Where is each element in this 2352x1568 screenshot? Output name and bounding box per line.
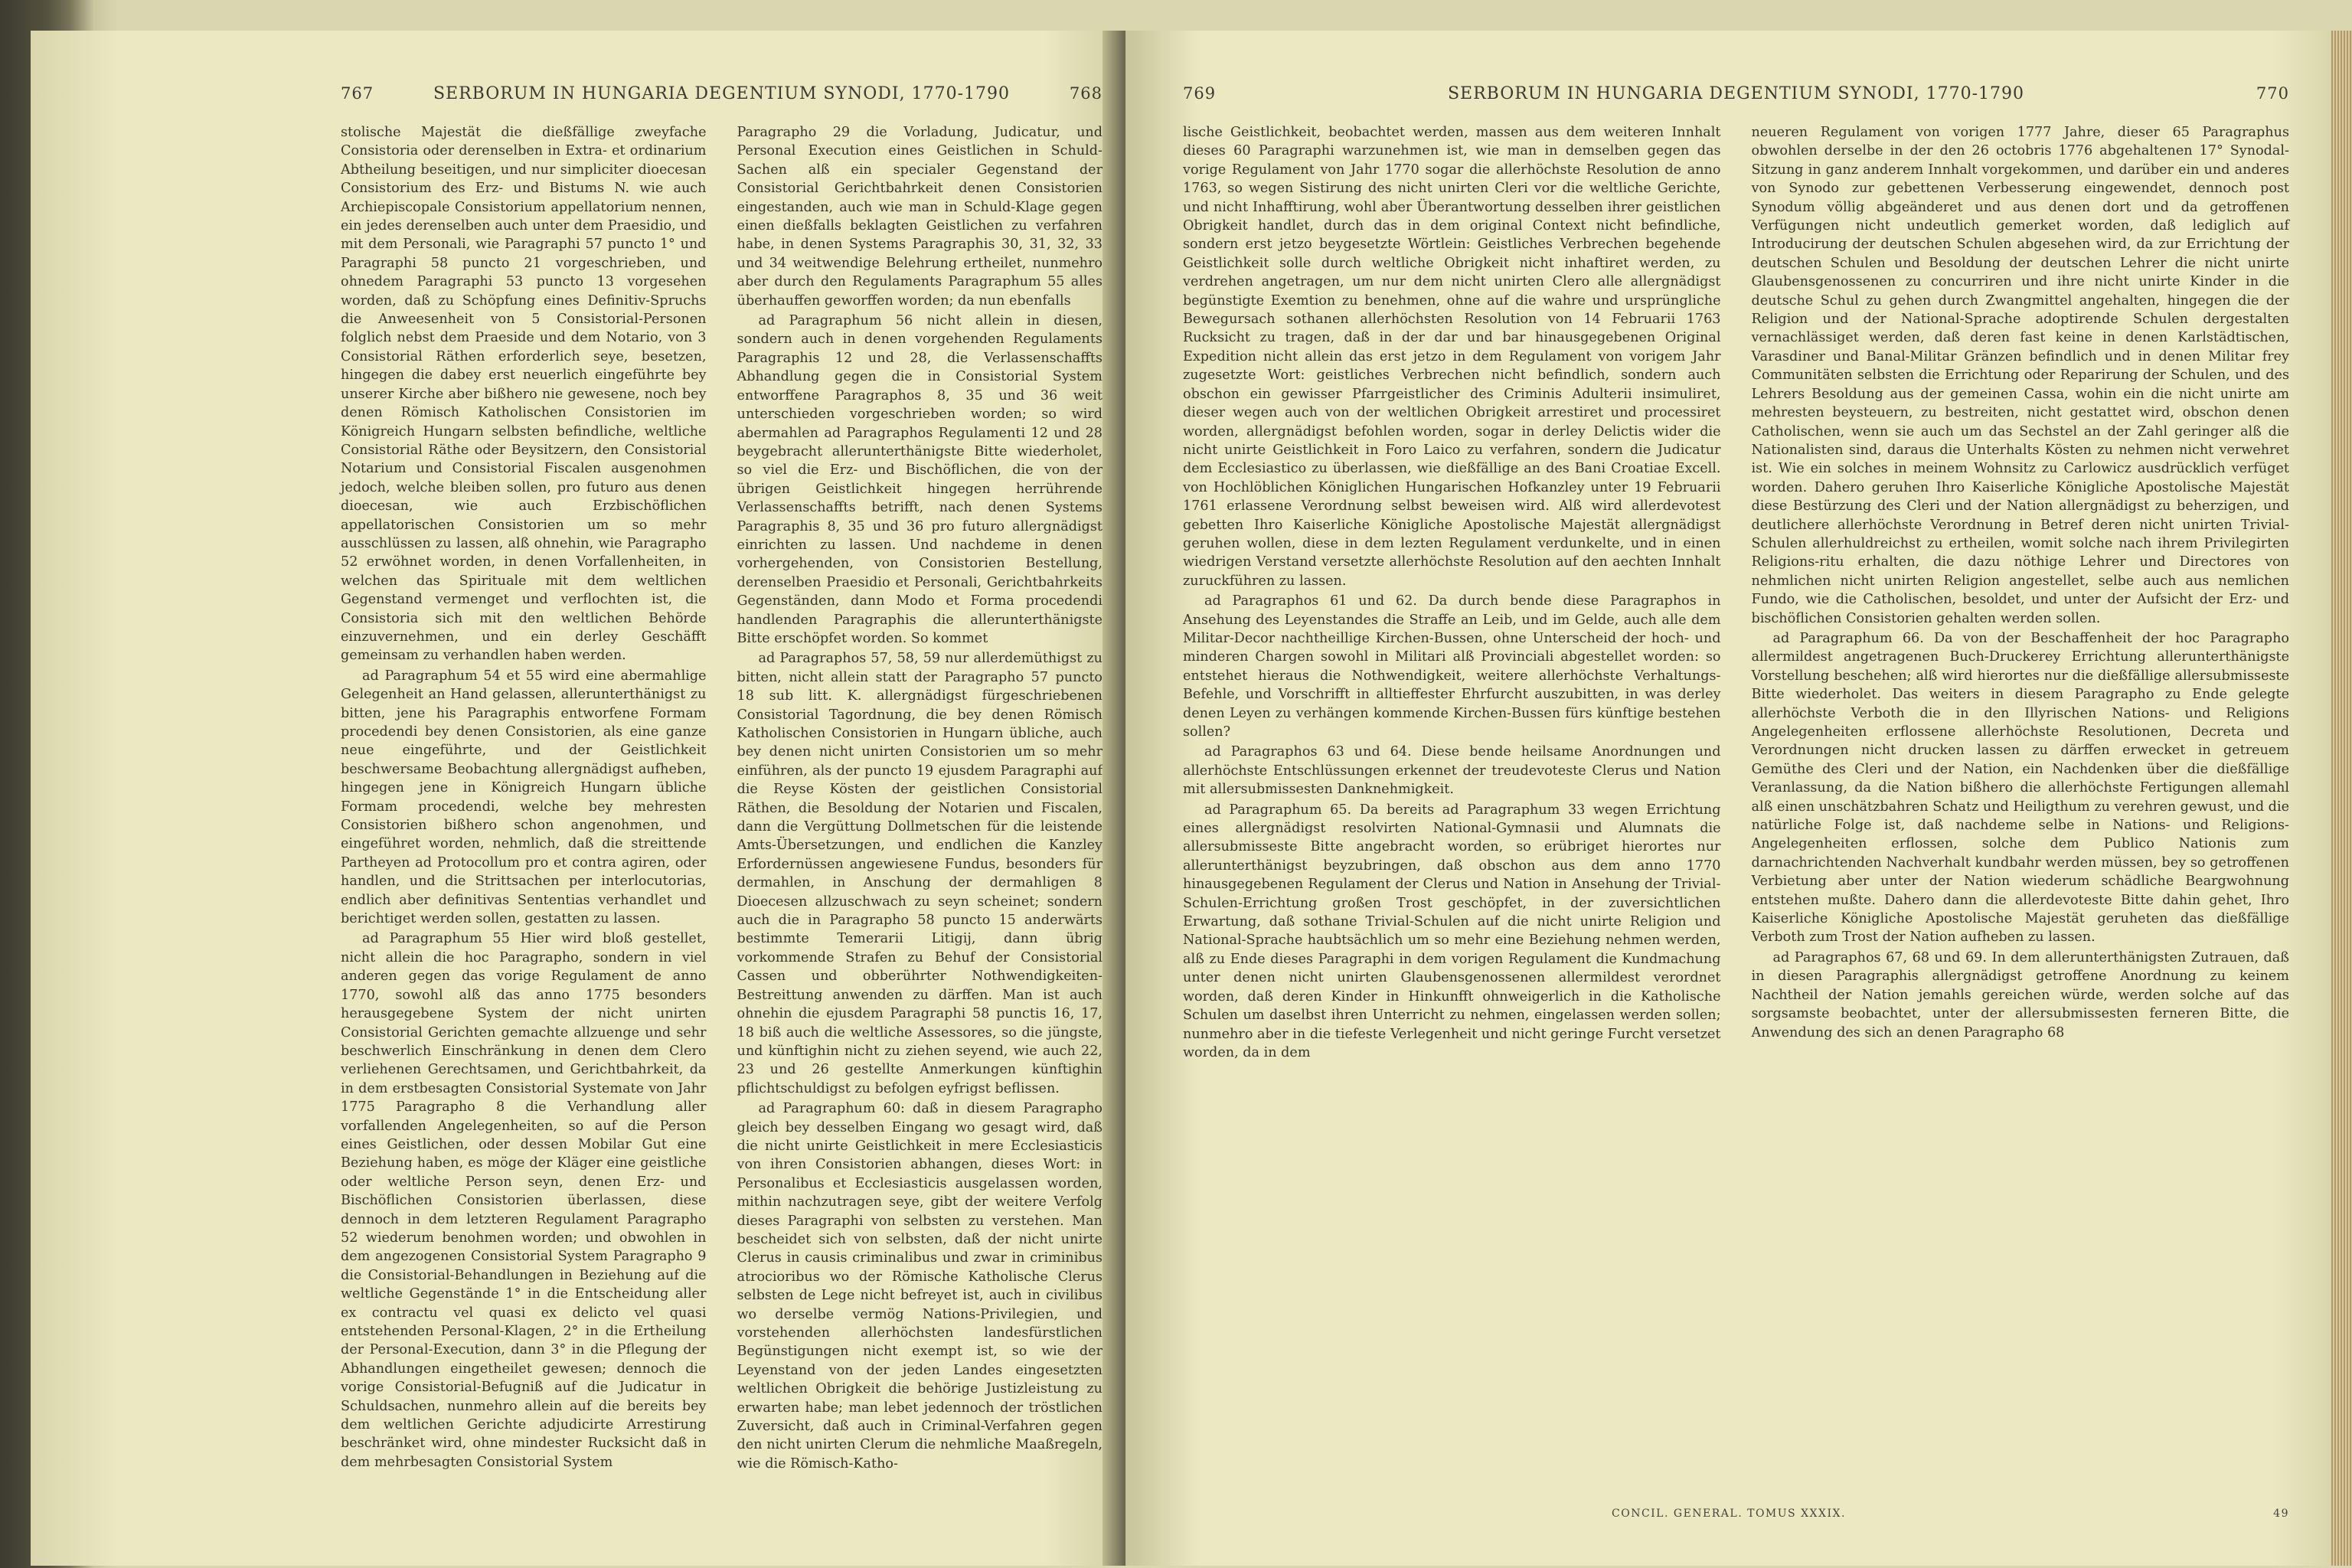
paragraph: ad Paragraphos 57, 58, 59 nur allerdemüthigst zu bitten, nicht allein statt der Paragrapho 57 puncto 18 sub litt. K. allergnädigst fürgeschriebenen Consistorial Tagordnung, die bey denen Römisch Katholischen Consistorien in Hungarn übliche, auch bey denen nicht unirten Consistorien um so mehr einführen, als der puncto 19 ejusdem Paragraphi auf die Reyse Kösten der geistlichen Consistorial Räthen, die Besoldung der Notarien und Fiscalen, dann die Vergüttung Dollmetschen für die leistende Amts-Übersetzungen, und endlichen die Kanzley Erfordernüssen angewiesene Fundus, besonders für dermahlen, in Anschung der dermahligen 8 Dioecesen allzuschwach zu seyn scheinet; sondern auch die in Paragrapho 58 puncto 15 anderwärts bestimmte Temerarii Litigij, dann übrig vorkommende Strafen zu Behuf der Consistorial Cassen und obberührter Nothwendigkeiten-Bestreittung anwenden zu därffen. Man ist auch ohnehin die ejusdem Paragraphi 58 punctis 16, 17, 18 biß auch die weltliche Assessores, so die jüngste, und künftighin nicht zu ziehen seyend, wie auch 22, 23 und 26 gestellte Anmerkungen künftighin pflichtschuldigst zu befolgen eyfrigst beflissen. xyxy=(737,651,1102,1096)
paragraph: ad Paragraphos 61 und 62. Da durch bende diese Paragraphos in Ansehung des Leyenstandes die Straffe an Leib, und im Gelde, auch alle dem Militar-Decor nachtheillige Kirchen-Bussen, ohne Unterscheid der hoch- und minderen Chargen sowohl in Militari alß Provinciali abgestellet worden: so entstehet hieraus die Nothwendigkeit, weitere allerhöchste Verhaltungs-Befehle, und Vorschrifft in alltieffester Ehrfurcht auszubitten, in was derley denen Leyen zu verhängen kommende Kirchen-Bussen fürs künftige bestehen sollen? xyxy=(1183,593,1721,740)
paragraph: ad Paragraphum 65. Da bereits ad Paragraphum 33 wegen Errichtung eines allergnädigst resolvirten National-Gymnasii und Alumnats die allersubmisseste Bitte angebracht worden, so erübriget hierortes nur allerunterthänigst beyzubringen, daß obschon aus dem anno 1770 hinausgegebenen Regulament der Clerus und Nation in Ansehung der Trivial-Schulen-Errichtung großen Trost geschöpfet, in der zuversichtlichen Erwartung, daß sothane Trivial-Schulen auf die nicht unirte Religion und National-Sprache haubtsächlich um so mehr eine Beziehung nehmen werden, alß zu Ende dieses Paragraphi in dem vorigen Regulament die Kundmachung unter denen nicht unirten Glaubensgenossenen allermildest verordnet worden, daß deren Kinder in Hinkunfft ohnweigerlich in die Katholische Schulen um daselbst ihren Unterricht zu nehmen, eingelassen werden sollen; nunmehro aber in die tiefeste Verlegenheit und nicht geringe Furcht versetzet worden, da in dem xyxy=(1183,802,1721,1060)
page-footer xyxy=(1183,1508,2289,1520)
signature-mark: CONCIL. GENERAL. TOMUS XXXIX. xyxy=(1612,1508,1846,1520)
page-number: 769 xyxy=(1183,84,1217,103)
text-columns xyxy=(341,123,1102,1475)
paragraph: ad Paragraphum 55 Hier wird bloß gestellet, nicht allein die hoc Paragrapho, sondern in viel anderen gegen das vorige Regulament de anno 1770, sowohl alß das anno 1775 besonders herausgegebene System der nicht unirten Consistorial Gerichten gemachte allzuenge und sehr beschwerlich Einschränkung in denen dem Clero verliehenen Gerechtsamen, und Gerichtbahrkeit, da in dem erstbesagten Consistorial Systemate von Jahr 1775 Paragrapho 8 die Verhandlung aller vorfallenden Angelegenheiten, so auf die Person eines Geistlichen, oder dessen Mobilar Gut eine Beziehung haben, es möge der Kläger eine geistliche oder weltliche Person seyn, denen Erz- und Bischöflichen Consistorien überlassen, diese dennoch in dem letzteren Regulament Paragrapho 52 wiederum benohmen worden; und obwohlen in dem angezogenen Consistorial System Paragrapho 9 die Consistorial-Behandlungen in Beziehung auf die weltliche Gegenstände 1° in die Entscheidung aller ex contractu vel quasi ex delicto vel quasi entstehenden Personal-Klagen, 2° in die Ertheilung der Personal-Execution, dann 3° in die Pflegung der Abhandlungen eingetheilet gewesen; dennoch die vorige Consistorial-Befugniß auf die Judicatur in Schuldsachen, nunmehro allein auf die bereits bey dem weltlichen Gerichte adjudicirte Arrestirung beschränket wird, ohne mindester Rucksicht daß in dem mehrbesagten Consistorial System xyxy=(341,931,707,1470)
page-edges xyxy=(2331,31,2352,1566)
page-header xyxy=(341,84,1102,103)
paragraph: ad Paragraphum 54 et 55 wird eine abermahlige Gelegenheit an Hand gelassen, allerunterthänigst zu bitten, jene his Paragraphis entworfene Formam procedendi bey denen Consistorien, als eine ganze neue eingeführte, und der Geistlichkeit beschwersame Beobachtung allergnädigst aufheben, hingegen jene in Königreich Hungarn übliche Formam procedendi, welche bey mehresten Consistorien bißhero schon angenohmen, und eingeführet worden, nehmlich, daß die streittende Partheyen ad Protocollum pro et contra agiren, oder handlen, und die Strittsachen per interlocutorias, endlich aber definitivas Sententias verhandlet und berichtiget werden sollen, gestatten zu lassen. xyxy=(341,668,707,927)
paragraph: Paragrapho 29 die Vorladung, Judicatur, und Personal Execution eines Geistlichen in Schuld-Sachen alß ein specialer Gegenstand der Consistorial Gerichtbahrkeit denen Consistorien eingestanden, auch wie man in Schuld-Klage gegen einen dießfalls beklagten Geistlichen zu verfahren habe, in denen Systems Paragraphis 30, 31, 32, 33 und 34 weitwendige Belehrung ertheilet, nunmehro aber durch den Regulaments Paragraphum 55 alles überhauffen geworffen worden; da nun ebenfalls xyxy=(737,125,1102,309)
page-number: 770 xyxy=(2256,84,2289,103)
paragraph: stolische Majestät die dießfällige zweyfache Consistoria oder derenselben in Extra- et ordinarium Abtheilung beseitigen, und nur simpliciter dioecesan Consistorium des Erz- und Bistums N. wie auch Archiepiscopale Consistorium appellatorium nennen, ein jedes derenselben auch unter dem Praesidio, und mit dem Personali, wie Paragraphi 57 puncto 1° und Paragraphi 58 puncto 21 vorgeschrieben, und ohnedem Paragraphi 53 puncto 13 vorgesehen worden, daß zu Schöpfung eines Definitiv-Spruchs die Anweesenheit von 5 Consistorial-Personen folglich nebst dem Praeside und dem Notario, von 3 Consistorial Räthen erforderlich seye, besetzen, hingegen die dabey erst neuerlich eingeführte bey unserer Kirche aber bißhero nie gewesene, noch bey denen Römisch Katholischen Consistorien im Königreich Hungarn selbsten befindliche, weltliche Consistorial Räthe oder Beysitzern, den Consistorial Notarium und Consistorial Fiscalen ausgenohmen jedoch, welche bleiben sollen, pro futuro aus denen dioecesan, wie auch Erzbischöflichen appellatorischen Consistorien um so mehr ausschlüssen zu lassen, alß ohnehin, wie Paragrapho 52 erwöhnet worden, in denen Vorfallenheiten, in welchen das Spirituale mit dem weltlichen Gegenstand vermenget und verflochten ist, die Consistoria sich mit den weltlichen Behörde einzuvernehmen, und ein derley Geschäfft gemeinsam zu verhandlen haben werden. xyxy=(341,125,707,664)
paragraph: ad Paragraphum 56 nicht allein in diesen, sondern auch in denen vorgehenden Regulaments Paragraphis 12 und 28, die Verlassenschaffts Abhandlung gegen die in Consistorial System entworffene Paragraphos 8, 35 und 36 weit unterschieden vorgeschrieben worden; so wird abermahlen ad Paragraphos Regulamenti 12 und 28 beygebracht allerunterthänigste Bitte wiederholet, so viel die Erz- und Bischöflichen, die von der übrigen Geistlichkeit hingegen herrührende Verlassenschaffts betrifft, nach denen Systems Paragraphis 8, 35 und 36 pro futuro allergnädigst einrichten zu lassen. Und nachdeme in denen vorhergehenden, von Consistorien Bestellung, derenselben Praesidio et Personali, Gerichtbahrkeits Gegenständen, dann Modo et Forma procedendi handlenden Paragraphis die allerunterthänigste Bitte erschöpfet worden. So kommet xyxy=(737,313,1102,646)
paragraph: ad Paragraphum 66. Da von der Beschaffenheit der hoc Paragrapho allermildest angetragenen Buch-Druckerey Errichtung allerunterthänigste Vorstellung beschehen; alß wird hierortes nur die dießfällige allersubmisseste Bitte wiederholet. Das weiters in diesem Paragrapho zu Ende gelegte allerhöchste Verboth die in den Illyrischen Nations- und Religions Angelegenheiten erflossene allerhöchste Resolutionen, Decreta und Verordnungen nicht drucken lassen zu därffen erwecket in getreuem Gemüthe des Cleri und der Nation, ein Nachdenken über die dießfällige Veranlassung, da die Nation bißhero die allerhöchste Fertigungen allemahl alß einen unschätzbahren Schatz und Heiligthum zu verehren gewust, und die natürliche Folge ist, daß nachdeme selbe in Nations- und Religions-Angelegenheiten erflossen, solche dem Publico Nationis zum darnachrichtenden Nachverhalt kundbahr werden müssen, bey so getroffenen Verbietung aber unter der Nation wiederum schädliche Beargwohnung entstehen mußte. Dahero dann die allerdevoteste Bitte dahin gehet, Ihro Kaiserliche Königliche Apostolische Majestät geruheten das dießfällige Verboth zum Trost der Nation aufheben zu lassen. xyxy=(1751,630,2289,946)
right-page xyxy=(1125,31,2335,1566)
text-columns xyxy=(1183,123,2289,1063)
paragraph: neueren Regulament von vorigen 1777 Jahre, dieser 65 Paragraphus obwohlen derselbe in der den 26 octobris 1776 abgehaltenen 17° Synodal-Sitzung in ganz anderem Innhalt vorgekommen, und darüber ein und anderes von Synodo zur gebettenen Verbesserung eingewendet, dennoch post Synodum völlig abgeänderet und aus denen dort und da getroffenen Verfügungen nicht undeutlich gemerket worden, daß lediglich auf Introducirung der deutschen Schulen abgesehen wird, da zur Errichtung der deutschen Schulen und Besoldung der deutschen Lehrer die nicht unirte Glaubensgenossenen zu concurriren und ihre nicht unirte Kinder in die deutsche Schul zu gehen durch Zwangmittel angehalten, hingegen die der Religion und der National-Sprache adoptirende Schulen dergestalten vernachlässiget werden, daß deren fast keine in denen Karlstädtischen, Varasdiner und Banal-Militar Gränzen befindlich und in denen Militar frey Communitäten selbsten die Errichtung oder Reparirung der Schulen, und des Lehrers Besoldung aus der gemeinen Cassa, wohin ein die nicht unirte am mehresten beysteuern, zu bestreiten, nicht gestattet wird, obschon denen Catholischen, wenn sie auch um das Sechstel an der Zahl geringer alß die Nationalisten sind, daraus die Unterhalts Kösten zu nehmen nicht verwehret ist. Wie ein solches in meinem Wohnsitz zu Carlowicz ausdrücklich verfüget worden. Dahero geruhen Ihro Kaiserliche Königliche Apostolische Majestät diese Bestürzung des Cleri und der Nation allergnädigst zu beherzigen, und deutlichere allerhöchste Verordnung in Betref deren nicht unirten Trivial-Schulen allerhuldreichst zu ertheilen, womit solche nach ihrem Privilegirten Religions-ritu erhalten, die dazu nöthige Lehrer und Directores von nehmlichen nicht unirten Religion angestellet, selbe auch aus nemlichen Fundo, wie die Catholischen, besoldet, und unter der Aufsicht der Erz- und bischöflichen Consistorien gehalten werden sollen. xyxy=(1751,125,2289,626)
paragraph: ad Paragraphum 60: daß in diesem Paragrapho gleich bey desselben Eingang wo gesagt wird, daß die nicht unirte Geistlichkeit in mere Ecclesiasticis von ihren Consistorien abhangen, dieses Wort: in Personalibus et Ecclesiasticis ausgelassen worden, mithin nachzutragen seye, gibt der weitere Verfolg dieses Paragraphi von selbsten zu verstehen. Man bescheidet sich von selbsten, daß der nicht unirte Clerus in causis criminalibus und zwar in criminibus atrocioribus wo der Römische Katholische Clerus selbsten de Lege nicht befreyet ist, auch in civilibus wo derselbe vermög Nations-Privilegien, und vorstehenden allerhöchsten landesfürstlichen Begünstigungen nicht exempt ist, so wie der Leyenstand von der jeden Landes eingesetzten weltlichen Obrigkeit die behörige Justizleistung zu erwarten habe; man lebet jedennoch der tröstlichen Zuversicht, daß auch in Criminal-Verfahren gegen den nicht unirten Clerum die nehmliche Maaßregeln, wie die Römisch-Katho- xyxy=(737,1101,1102,1472)
column-right xyxy=(737,123,1103,1475)
left-page xyxy=(31,31,1133,1566)
column-right xyxy=(1752,123,2290,1063)
column-left xyxy=(1183,123,1721,1063)
column-left xyxy=(341,123,707,1475)
sheet-number: 49 xyxy=(2273,1508,2289,1520)
page-number: 767 xyxy=(341,84,374,103)
paragraph: ad Paragraphos 67, 68 und 69. In dem allerunterthänigsten Zutrauen, daß in diesen Paragraphis allergnädigst getroffene Anordnung zu keinem Nachtheil der Nation jemahls gereichen würde, werden solche auf das sorgsamste beobachtet, unter der allersubmissesten ferneren Bitte, die Anwendung des sich an denen Paragrapho 68 xyxy=(1751,949,2289,1040)
running-title: SERBORUM IN HUNGARIA DEGENTIUM SYNODI, 1770-1790 xyxy=(1447,84,2025,103)
paragraph: lische Geistlichkeit, beobachtet werden, massen aus dem weiteren Innhalt dieses 60 Paragraphi warzunehmen ist, wie man in demselben gegen das vorige Regulament von Jahr 1770 sogar die allerhöchste Resolution de anno 1763, so wegen Sistirung des nicht unirten Cleri vor die weltliche Gerichte, und nicht Inhafftirung, wohl aber Überantwortung desselben ihrer geistlichen Obrigkeit handlet, durch das in dem original Context nicht befindliche, sondern erst jetzo beygesetzte Wörtlein: Geistliches Verbrechen begehende Geistlichkeit solle durch weltliche Obrigkeit nicht inhaftiret werden, zu verdrehen angetragen, um nur dem nicht unirten Clero alle allergnädigst begünstigte Exemtion zu benehmen, ohne auf die wahre und ursprüngliche Bewegursach sothanen allerhöchsten Resolution von 14 Februarii 1763 Rucksicht zu tragen, daß in der dar und bar hinausgegebenen Original Expedition nicht allein das erst jetzo in dem Regulament von vorigem Jahr zugesetzte Wort: geistliches Verbrechen nicht befindlich, sondern auch obschon ein gewisser Pfarrgeistlicher des Criminis Adulterii insimuliret, dieser wegen auch von der weltlichen Obrigkeit arrestiret und processiret worden, allergnädigst befohlen worden, sogar in derley Delictis wider die nicht unirte Geistlichkeit in Foro Laico zu verfahren, sondern die Judicatur dem Ecclesiastico zu überlassen, wie dießfällige an des Bani Croatiae Excell. von Hochlöblichen Königlichen Hungarischen Hofkanzley unter 19 Februarii 1761 erlassene Verordnung selbst beweisen wird. Alß wird allerdevotest gebetten Ihro Kaiserliche Königliche Apostolische Majestät allergnädigst geruhen wollen, diese in dem lezten Regulament verdunkelte, und in einen wiedrigen Verstand versetzte allerhöchste Resolution auf den aechten Innhalt zuruckführen zu lassen. xyxy=(1183,125,1721,589)
paragraph: ad Paragraphos 63 und 64. Diese bende heilsame Anordnungen und allerhöchste Entschlüssungen erkennet der treudevoteste Clerus und Nation mit allersubmissesten Danknehmigkeit. xyxy=(1183,744,1721,798)
running-title: SERBORUM IN HUNGARIA DEGENTIUM SYNODI, 1770-1790 xyxy=(433,84,1011,103)
page-number: 768 xyxy=(1069,84,1102,103)
page-header xyxy=(1183,84,2289,103)
